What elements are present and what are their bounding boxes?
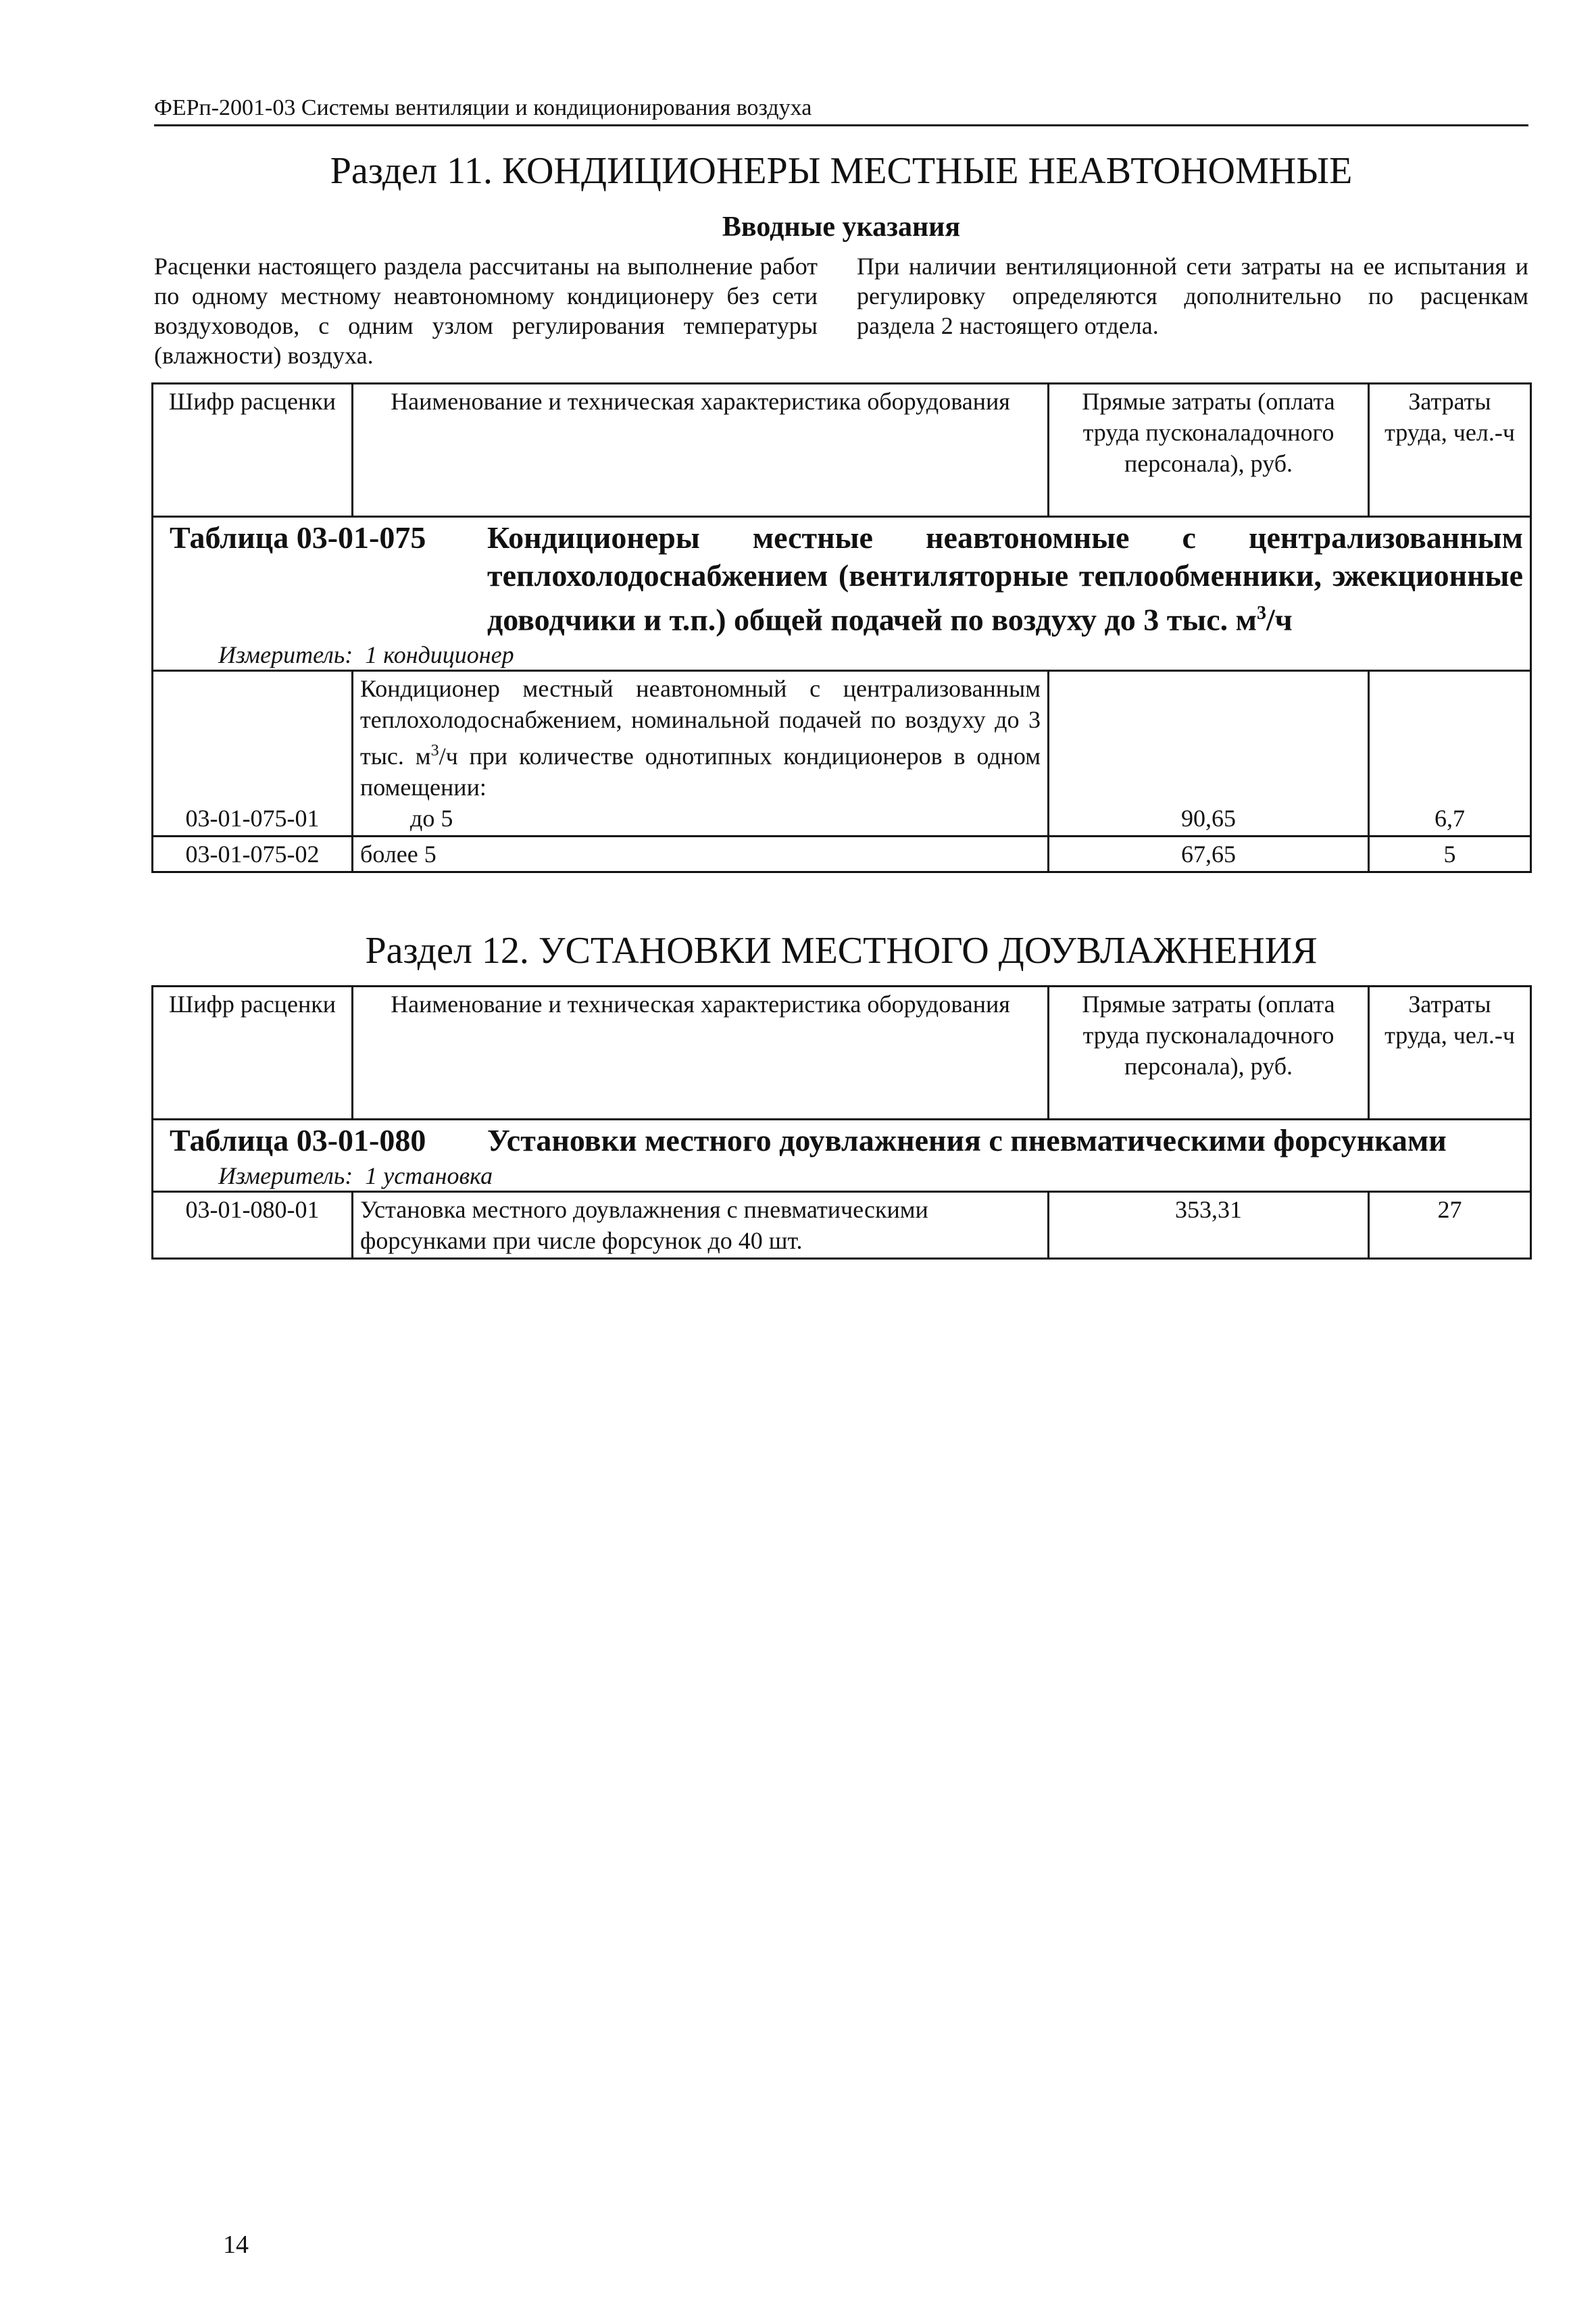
row-code: 03-01-075-02	[153, 837, 353, 872]
unit-of-measure: Измеритель: 1 кондиционер	[218, 641, 514, 669]
col-header-cost: Прямые затраты (оплата труда пусконаладочного персонала), руб.	[1049, 384, 1369, 517]
table-row	[153, 671, 1531, 837]
row-description	[353, 671, 1049, 837]
row-cost: 67,65	[1049, 837, 1369, 872]
row-code: 03-01-080-01	[153, 1192, 353, 1259]
table-number: Таблица 03-01-075	[170, 520, 426, 555]
row-cost: 353,31	[1049, 1192, 1369, 1259]
row-name: Установка местного доувлажнения с пневматическими форсунками при числе форсунок до 40 шт.	[353, 1192, 1049, 1259]
row-name: до 5	[410, 805, 453, 832]
row-labor: 5	[1369, 837, 1531, 872]
running-header: ФЕРп-2001-03 Системы вентиляции и кондиционирования воздуха	[154, 93, 1528, 126]
table-title-row	[153, 517, 1531, 671]
col-header-cost: Прямые затраты (оплата труда пусконаладочного персонала), руб.	[1049, 987, 1369, 1120]
col-header-code: Шифр расценки	[153, 987, 353, 1120]
unit-of-measure: Измеритель: 1 установка	[218, 1162, 493, 1189]
group-description: Кондиционер местный неавтономный с централизованным теплохолодоснабжением, номинальной подачей по воздуху до 3 тыс. $м^3/ч$ при количестве однотипных кондиционеров в одном помещении:	[360, 675, 1041, 801]
row-cost: 90,65	[1049, 671, 1369, 837]
page-number: 14	[223, 2231, 249, 2259]
intro-text-left: Расценки настоящего раздела рассчитаны на выполнение работ по одному местному неавтономному кондиционеру без сети воздуховодов, с одним узлом регулирования температуры (влажности) воздуха.	[154, 253, 818, 369]
intro-text-right: При наличии вентиляционной сети затраты на ее испытания и регулировку определяются дополнительно по расценкам раздела 2 настоящего отдела.	[857, 253, 1528, 339]
table-title: Кондиционеры местные неавтономные с централизованным теплохолодоснабжением (вентиляторные теплообменники, эжекционные доводчики и т.п.) общей подачей по воздуху до 3 тыс. $м^3/ч$	[487, 520, 1523, 637]
table-row	[153, 837, 1531, 872]
table-title-row	[153, 1120, 1531, 1192]
col-header-labor: Затраты труда, чел.-ч	[1369, 987, 1531, 1120]
row-name: более 5	[353, 837, 1049, 872]
price-table-03-01-080	[151, 985, 1532, 1260]
col-header-labor: Затраты труда, чел.-ч	[1369, 384, 1531, 517]
table-header-row	[153, 987, 1531, 1120]
section-12-title: Раздел 12. УСТАНОВКИ МЕСТНОГО ДОУВЛАЖНЕНИЯ	[365, 930, 1318, 972]
row-code: 03-01-075-01	[153, 671, 353, 837]
col-header-name: Наименование и техническая характеристика оборудования	[353, 987, 1049, 1120]
table-number: Таблица 03-01-080	[170, 1123, 426, 1158]
intro-heading: Вводные указания	[722, 211, 961, 243]
table-row	[153, 1192, 1531, 1259]
col-header-code: Шифр расценки	[153, 384, 353, 517]
table-title: Установки местного доувлажнения с пневматическими форсунками	[487, 1123, 1447, 1158]
row-labor: 6,7	[1369, 671, 1531, 837]
price-table-03-01-075	[151, 382, 1532, 873]
section-11-title: Раздел 11. КОНДИЦИОНЕРЫ МЕСТНЫЕ НЕАВТОНОМНЫЕ	[330, 150, 1353, 192]
table-header-row	[153, 384, 1531, 517]
col-header-name: Наименование и техническая характеристика оборудования	[353, 384, 1049, 517]
row-labor: 27	[1369, 1192, 1531, 1259]
